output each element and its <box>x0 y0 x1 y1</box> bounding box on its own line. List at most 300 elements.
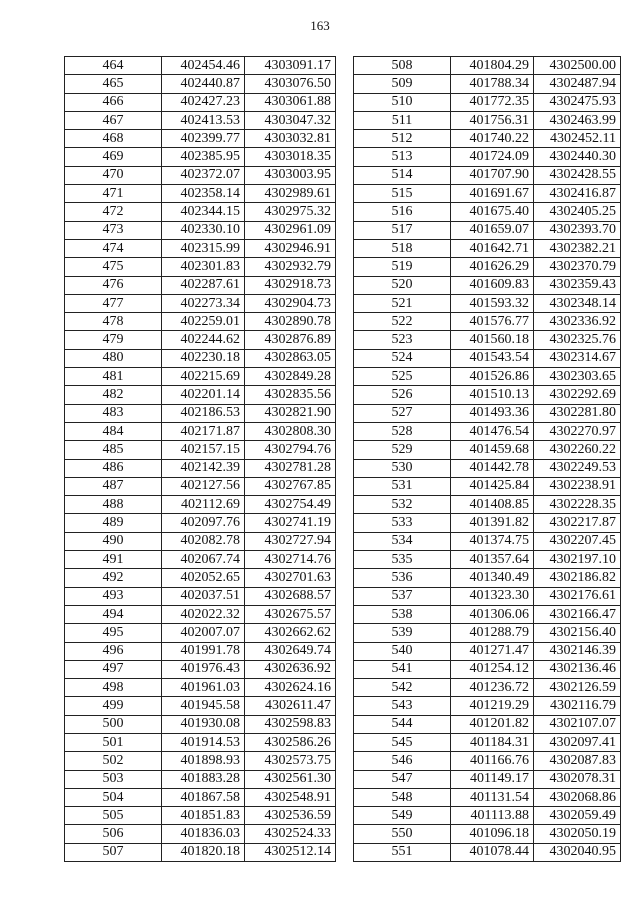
point-number-cell: 513 <box>354 148 451 166</box>
coordinates-table-left-body <box>65 57 336 862</box>
point-number-cell: 549 <box>354 807 451 825</box>
y-coordinate-cell: 4302292.69 <box>534 386 621 404</box>
point-number-cell: 503 <box>65 770 162 788</box>
table-row <box>65 166 336 184</box>
x-coordinate-cell: 402385.95 <box>162 148 245 166</box>
y-coordinate-cell: 4302336.92 <box>534 313 621 331</box>
table-row <box>65 111 336 129</box>
table-row <box>65 569 336 587</box>
point-number-cell: 465 <box>65 75 162 93</box>
table-row <box>354 75 621 93</box>
y-coordinate-cell: 4302727.94 <box>245 532 336 550</box>
y-coordinate-cell: 4302359.43 <box>534 276 621 294</box>
x-coordinate-cell: 401442.78 <box>451 459 534 477</box>
x-coordinate-cell: 402399.77 <box>162 130 245 148</box>
x-coordinate-cell: 401425.84 <box>451 477 534 495</box>
y-coordinate-cell: 4302524.33 <box>245 825 336 843</box>
table-row <box>65 605 336 623</box>
point-number-cell: 472 <box>65 203 162 221</box>
point-number-cell: 509 <box>354 75 451 93</box>
y-coordinate-cell: 4302918.73 <box>245 276 336 294</box>
x-coordinate-cell: 401131.54 <box>451 788 534 806</box>
y-coordinate-cell: 4302440.30 <box>534 148 621 166</box>
table-row <box>354 697 621 715</box>
y-coordinate-cell: 4302050.19 <box>534 825 621 843</box>
x-coordinate-cell: 401593.32 <box>451 294 534 312</box>
table-row <box>65 679 336 697</box>
table-row <box>65 697 336 715</box>
table-row <box>354 825 621 843</box>
x-coordinate-cell: 401804.29 <box>451 57 534 75</box>
point-number-cell: 547 <box>354 770 451 788</box>
point-number-cell: 477 <box>65 294 162 312</box>
table-row <box>65 422 336 440</box>
point-number-cell: 478 <box>65 313 162 331</box>
y-coordinate-cell: 4302416.87 <box>534 185 621 203</box>
point-number-cell: 506 <box>65 825 162 843</box>
table-row <box>354 130 621 148</box>
table-row <box>65 459 336 477</box>
point-number-cell: 536 <box>354 569 451 587</box>
y-coordinate-cell: 4302662.62 <box>245 624 336 642</box>
y-coordinate-cell: 4302348.14 <box>534 294 621 312</box>
table-row <box>354 185 621 203</box>
x-coordinate-cell: 402157.15 <box>162 441 245 459</box>
point-number-cell: 497 <box>65 660 162 678</box>
point-number-cell: 488 <box>65 496 162 514</box>
point-number-cell: 466 <box>65 93 162 111</box>
y-coordinate-cell: 4302040.95 <box>534 843 621 861</box>
point-number-cell: 471 <box>65 185 162 203</box>
point-number-cell: 470 <box>65 166 162 184</box>
point-number-cell: 529 <box>354 441 451 459</box>
y-coordinate-cell: 4302701.63 <box>245 569 336 587</box>
table-row <box>65 221 336 239</box>
table-row <box>354 569 621 587</box>
table-row <box>354 514 621 532</box>
table-row <box>354 605 621 623</box>
table-row <box>354 57 621 75</box>
point-number-cell: 532 <box>354 496 451 514</box>
point-number-cell: 527 <box>354 404 451 422</box>
table-row <box>65 477 336 495</box>
coordinates-table-right <box>353 56 621 862</box>
table-row <box>65 203 336 221</box>
point-number-cell: 474 <box>65 239 162 257</box>
x-coordinate-cell: 401991.78 <box>162 642 245 660</box>
x-coordinate-cell: 401184.31 <box>451 733 534 751</box>
table-row <box>354 276 621 294</box>
y-coordinate-cell: 4302428.55 <box>534 166 621 184</box>
table-row <box>65 404 336 422</box>
table-row <box>354 93 621 111</box>
y-coordinate-cell: 4302314.67 <box>534 349 621 367</box>
y-coordinate-cell: 4302228.35 <box>534 496 621 514</box>
point-number-cell: 473 <box>65 221 162 239</box>
y-coordinate-cell: 4302688.57 <box>245 587 336 605</box>
point-number-cell: 546 <box>354 752 451 770</box>
table-row <box>65 752 336 770</box>
x-coordinate-cell: 401078.44 <box>451 843 534 861</box>
x-coordinate-cell: 402007.07 <box>162 624 245 642</box>
point-number-cell: 489 <box>65 514 162 532</box>
x-coordinate-cell: 401219.29 <box>451 697 534 715</box>
table-row <box>354 733 621 751</box>
x-coordinate-cell: 402097.76 <box>162 514 245 532</box>
table-row <box>354 770 621 788</box>
table-row <box>65 368 336 386</box>
y-coordinate-cell: 4302475.93 <box>534 93 621 111</box>
table-row <box>65 57 336 75</box>
y-coordinate-cell: 4302904.73 <box>245 294 336 312</box>
x-coordinate-cell: 402454.46 <box>162 57 245 75</box>
table-row <box>354 752 621 770</box>
x-coordinate-cell: 401898.93 <box>162 752 245 770</box>
x-coordinate-cell: 402259.01 <box>162 313 245 331</box>
y-coordinate-cell: 4302932.79 <box>245 258 336 276</box>
y-coordinate-cell: 4302136.46 <box>534 660 621 678</box>
point-number-cell: 485 <box>65 441 162 459</box>
point-number-cell: 520 <box>354 276 451 294</box>
table-row <box>354 331 621 349</box>
table-row <box>354 313 621 331</box>
y-coordinate-cell: 4302714.76 <box>245 551 336 569</box>
x-coordinate-cell: 401149.17 <box>451 770 534 788</box>
x-coordinate-cell: 402022.32 <box>162 605 245 623</box>
y-coordinate-cell: 4302107.07 <box>534 715 621 733</box>
y-coordinate-cell: 4302270.97 <box>534 422 621 440</box>
x-coordinate-cell: 401851.83 <box>162 807 245 825</box>
table-row <box>65 148 336 166</box>
table-row <box>354 386 621 404</box>
y-coordinate-cell: 4302452.11 <box>534 130 621 148</box>
point-number-cell: 484 <box>65 422 162 440</box>
table-row <box>65 587 336 605</box>
x-coordinate-cell: 401357.64 <box>451 551 534 569</box>
x-coordinate-cell: 401961.03 <box>162 679 245 697</box>
point-number-cell: 519 <box>354 258 451 276</box>
y-coordinate-cell: 4302238.91 <box>534 477 621 495</box>
table-row <box>65 624 336 642</box>
table-row <box>65 349 336 367</box>
table-row <box>65 788 336 806</box>
point-number-cell: 525 <box>354 368 451 386</box>
y-coordinate-cell: 4302126.59 <box>534 679 621 697</box>
table-row <box>354 624 621 642</box>
y-coordinate-cell: 4302370.79 <box>534 258 621 276</box>
point-number-cell: 469 <box>65 148 162 166</box>
point-number-cell: 507 <box>65 843 162 861</box>
y-coordinate-cell: 4302078.31 <box>534 770 621 788</box>
point-number-cell: 481 <box>65 368 162 386</box>
x-coordinate-cell: 402201.14 <box>162 386 245 404</box>
table-row <box>354 496 621 514</box>
point-number-cell: 531 <box>354 477 451 495</box>
table-row <box>354 258 621 276</box>
point-number-cell: 479 <box>65 331 162 349</box>
point-number-cell: 467 <box>65 111 162 129</box>
y-coordinate-cell: 4303076.50 <box>245 75 336 93</box>
y-coordinate-cell: 4302876.89 <box>245 331 336 349</box>
table-row <box>65 93 336 111</box>
table-row <box>65 770 336 788</box>
point-number-cell: 512 <box>354 130 451 148</box>
point-number-cell: 493 <box>65 587 162 605</box>
x-coordinate-cell: 402301.83 <box>162 258 245 276</box>
y-coordinate-cell: 4302217.87 <box>534 514 621 532</box>
y-coordinate-cell: 4302249.53 <box>534 459 621 477</box>
y-coordinate-cell: 4302382.21 <box>534 239 621 257</box>
point-number-cell: 521 <box>354 294 451 312</box>
y-coordinate-cell: 4302754.49 <box>245 496 336 514</box>
point-number-cell: 518 <box>354 239 451 257</box>
x-coordinate-cell: 401691.67 <box>451 185 534 203</box>
table-row <box>354 843 621 861</box>
point-number-cell: 468 <box>65 130 162 148</box>
x-coordinate-cell: 401560.18 <box>451 331 534 349</box>
x-coordinate-cell: 401930.08 <box>162 715 245 733</box>
y-coordinate-cell: 4302260.22 <box>534 441 621 459</box>
point-number-cell: 476 <box>65 276 162 294</box>
table-row <box>354 587 621 605</box>
table-row <box>65 185 336 203</box>
x-coordinate-cell: 401772.35 <box>451 93 534 111</box>
table-row <box>354 111 621 129</box>
x-coordinate-cell: 402440.87 <box>162 75 245 93</box>
table-row <box>354 642 621 660</box>
y-coordinate-cell: 4302186.82 <box>534 569 621 587</box>
y-coordinate-cell: 4302536.59 <box>245 807 336 825</box>
x-coordinate-cell: 401609.83 <box>451 276 534 294</box>
x-coordinate-cell: 402037.51 <box>162 587 245 605</box>
y-coordinate-cell: 4303047.32 <box>245 111 336 129</box>
x-coordinate-cell: 401883.28 <box>162 770 245 788</box>
point-number-cell: 522 <box>354 313 451 331</box>
point-number-cell: 464 <box>65 57 162 75</box>
point-number-cell: 505 <box>65 807 162 825</box>
point-number-cell: 526 <box>354 386 451 404</box>
y-coordinate-cell: 4303091.17 <box>245 57 336 75</box>
point-number-cell: 510 <box>354 93 451 111</box>
y-coordinate-cell: 4302586.26 <box>245 733 336 751</box>
x-coordinate-cell: 402273.34 <box>162 294 245 312</box>
point-number-cell: 502 <box>65 752 162 770</box>
y-coordinate-cell: 4302325.76 <box>534 331 621 349</box>
table-row <box>354 221 621 239</box>
table-row <box>354 148 621 166</box>
point-number-cell: 533 <box>354 514 451 532</box>
point-number-cell: 511 <box>354 111 451 129</box>
x-coordinate-cell: 402287.61 <box>162 276 245 294</box>
x-coordinate-cell: 402082.78 <box>162 532 245 550</box>
point-number-cell: 495 <box>65 624 162 642</box>
x-coordinate-cell: 401642.71 <box>451 239 534 257</box>
x-coordinate-cell: 401408.85 <box>451 496 534 514</box>
x-coordinate-cell: 401945.58 <box>162 697 245 715</box>
y-coordinate-cell: 4302821.90 <box>245 404 336 422</box>
x-coordinate-cell: 402315.99 <box>162 239 245 257</box>
table-row <box>354 715 621 733</box>
y-coordinate-cell: 4303003.95 <box>245 166 336 184</box>
point-number-cell: 483 <box>65 404 162 422</box>
x-coordinate-cell: 401476.54 <box>451 422 534 440</box>
point-number-cell: 500 <box>65 715 162 733</box>
point-number-cell: 545 <box>354 733 451 751</box>
coordinates-table-right-body <box>354 57 621 862</box>
table-row <box>65 825 336 843</box>
page-number: 163 <box>310 18 330 33</box>
table-row <box>65 331 336 349</box>
point-number-cell: 530 <box>354 459 451 477</box>
point-number-cell: 538 <box>354 605 451 623</box>
table-row <box>354 368 621 386</box>
table-row <box>65 130 336 148</box>
point-number-cell: 515 <box>354 185 451 203</box>
point-number-cell: 539 <box>354 624 451 642</box>
y-coordinate-cell: 4302767.85 <box>245 477 336 495</box>
x-coordinate-cell: 401306.06 <box>451 605 534 623</box>
x-coordinate-cell: 401096.18 <box>451 825 534 843</box>
point-number-cell: 542 <box>354 679 451 697</box>
table-row <box>65 660 336 678</box>
y-coordinate-cell: 4302794.76 <box>245 441 336 459</box>
x-coordinate-cell: 402413.53 <box>162 111 245 129</box>
y-coordinate-cell: 4302624.16 <box>245 679 336 697</box>
x-coordinate-cell: 402344.15 <box>162 203 245 221</box>
x-coordinate-cell: 401914.53 <box>162 733 245 751</box>
y-coordinate-cell: 4302405.25 <box>534 203 621 221</box>
x-coordinate-cell: 402330.10 <box>162 221 245 239</box>
y-coordinate-cell: 4303061.88 <box>245 93 336 111</box>
y-coordinate-cell: 4302156.40 <box>534 624 621 642</box>
y-coordinate-cell: 4302097.41 <box>534 733 621 751</box>
x-coordinate-cell: 401836.03 <box>162 825 245 843</box>
point-number-cell: 543 <box>354 697 451 715</box>
y-coordinate-cell: 4302808.30 <box>245 422 336 440</box>
y-coordinate-cell: 4302207.45 <box>534 532 621 550</box>
table-row <box>354 294 621 312</box>
point-number-cell: 499 <box>65 697 162 715</box>
table-row <box>354 404 621 422</box>
table-row <box>354 532 621 550</box>
y-coordinate-cell: 4302741.19 <box>245 514 336 532</box>
table-row <box>65 276 336 294</box>
x-coordinate-cell: 401340.49 <box>451 569 534 587</box>
y-coordinate-cell: 4302393.70 <box>534 221 621 239</box>
table-row <box>65 642 336 660</box>
y-coordinate-cell: 4302548.91 <box>245 788 336 806</box>
y-coordinate-cell: 4302146.39 <box>534 642 621 660</box>
point-number-cell: 504 <box>65 788 162 806</box>
point-number-cell: 541 <box>354 660 451 678</box>
table-row <box>65 715 336 733</box>
x-coordinate-cell: 402244.62 <box>162 331 245 349</box>
x-coordinate-cell: 402372.07 <box>162 166 245 184</box>
y-coordinate-cell: 4302849.28 <box>245 368 336 386</box>
table-row <box>354 203 621 221</box>
x-coordinate-cell: 401113.88 <box>451 807 534 825</box>
x-coordinate-cell: 401707.90 <box>451 166 534 184</box>
x-coordinate-cell: 402112.69 <box>162 496 245 514</box>
x-coordinate-cell: 401323.30 <box>451 587 534 605</box>
y-coordinate-cell: 4302989.61 <box>245 185 336 203</box>
table-row <box>65 258 336 276</box>
x-coordinate-cell: 401391.82 <box>451 514 534 532</box>
y-coordinate-cell: 4302611.47 <box>245 697 336 715</box>
x-coordinate-cell: 401459.68 <box>451 441 534 459</box>
y-coordinate-cell: 4302561.30 <box>245 770 336 788</box>
y-coordinate-cell: 4302598.83 <box>245 715 336 733</box>
point-number-cell: 475 <box>65 258 162 276</box>
point-number-cell: 494 <box>65 605 162 623</box>
x-coordinate-cell: 401166.76 <box>451 752 534 770</box>
x-coordinate-cell: 402230.18 <box>162 349 245 367</box>
point-number-cell: 534 <box>354 532 451 550</box>
x-coordinate-cell: 401493.36 <box>451 404 534 422</box>
point-number-cell: 528 <box>354 422 451 440</box>
table-row <box>354 807 621 825</box>
x-coordinate-cell: 402427.23 <box>162 93 245 111</box>
table-row <box>65 386 336 404</box>
x-coordinate-cell: 402358.14 <box>162 185 245 203</box>
point-number-cell: 482 <box>65 386 162 404</box>
x-coordinate-cell: 401756.31 <box>451 111 534 129</box>
table-row <box>65 75 336 93</box>
x-coordinate-cell: 401626.29 <box>451 258 534 276</box>
table-row <box>354 349 621 367</box>
point-number-cell: 491 <box>65 551 162 569</box>
x-coordinate-cell: 401254.12 <box>451 660 534 678</box>
table-row <box>354 422 621 440</box>
y-coordinate-cell: 4302087.83 <box>534 752 621 770</box>
x-coordinate-cell: 401201.82 <box>451 715 534 733</box>
point-number-cell: 524 <box>354 349 451 367</box>
x-coordinate-cell: 402052.65 <box>162 569 245 587</box>
x-coordinate-cell: 401976.43 <box>162 660 245 678</box>
x-coordinate-cell: 401510.13 <box>451 386 534 404</box>
table-row <box>65 807 336 825</box>
y-coordinate-cell: 4302636.92 <box>245 660 336 678</box>
table-row <box>354 788 621 806</box>
point-number-cell: 492 <box>65 569 162 587</box>
point-number-cell: 501 <box>65 733 162 751</box>
point-number-cell: 551 <box>354 843 451 861</box>
point-number-cell: 496 <box>65 642 162 660</box>
x-coordinate-cell: 402186.53 <box>162 404 245 422</box>
table-row <box>65 294 336 312</box>
y-coordinate-cell: 4302573.75 <box>245 752 336 770</box>
point-number-cell: 548 <box>354 788 451 806</box>
y-coordinate-cell: 4302961.09 <box>245 221 336 239</box>
y-coordinate-cell: 4302890.78 <box>245 313 336 331</box>
point-number-cell: 516 <box>354 203 451 221</box>
y-coordinate-cell: 4303032.81 <box>245 130 336 148</box>
y-coordinate-cell: 4302059.49 <box>534 807 621 825</box>
y-coordinate-cell: 4302781.28 <box>245 459 336 477</box>
x-coordinate-cell: 401236.72 <box>451 679 534 697</box>
point-number-cell: 517 <box>354 221 451 239</box>
y-coordinate-cell: 4302487.94 <box>534 75 621 93</box>
table-row <box>354 679 621 697</box>
x-coordinate-cell: 401576.77 <box>451 313 534 331</box>
point-number-cell: 535 <box>354 551 451 569</box>
x-coordinate-cell: 401788.34 <box>451 75 534 93</box>
table-row <box>65 551 336 569</box>
table-row <box>65 496 336 514</box>
table-row <box>354 459 621 477</box>
y-coordinate-cell: 4302675.57 <box>245 605 336 623</box>
coordinates-table-left <box>64 56 336 862</box>
